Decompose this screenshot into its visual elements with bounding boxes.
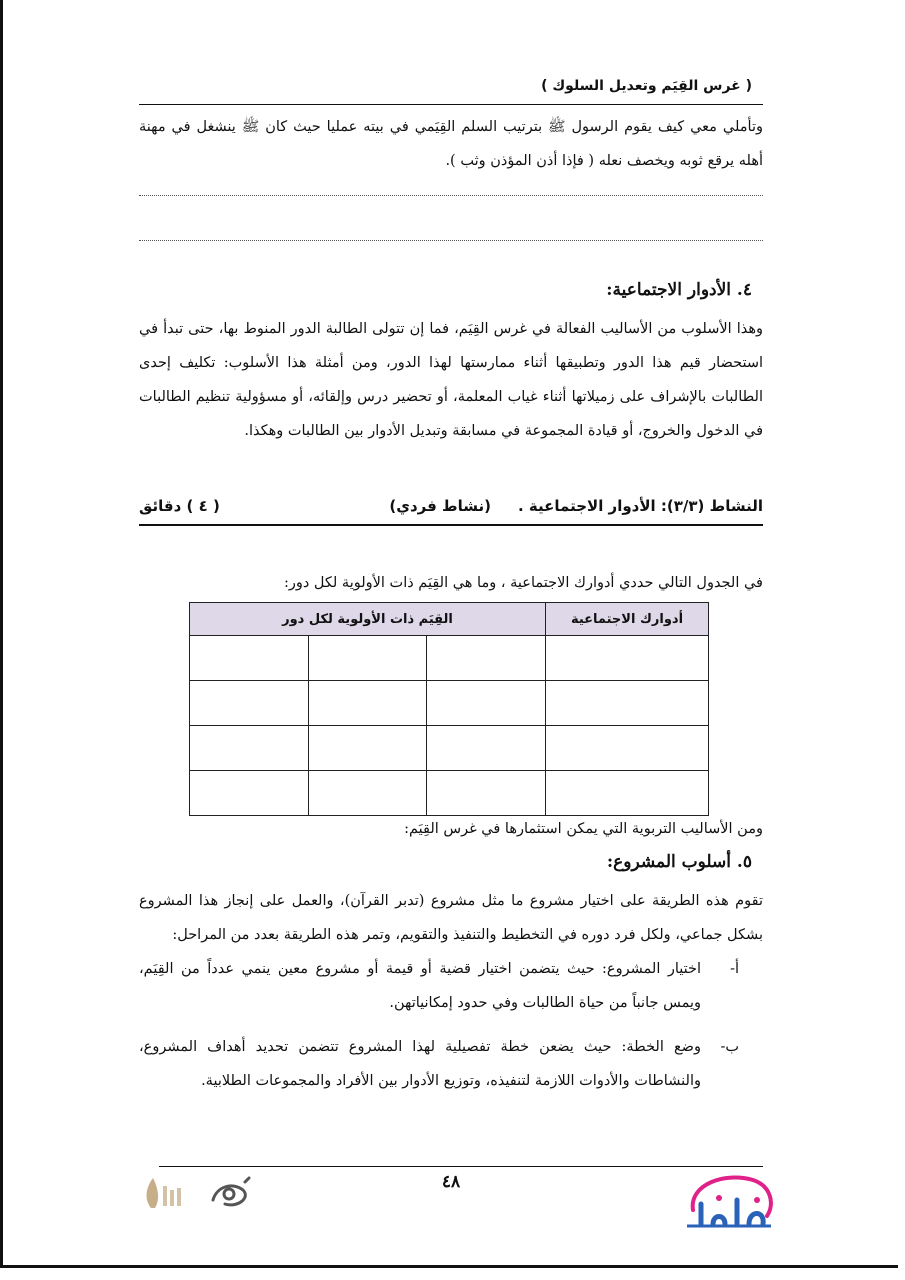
list-marker: أ- — [730, 961, 739, 977]
table-cell[interactable] — [427, 636, 546, 681]
footer-rule — [159, 1166, 763, 1167]
table-cell[interactable] — [308, 681, 427, 726]
table-row — [190, 726, 709, 771]
header-title: ( غرس القِيَم وتعديل السلوك ) — [541, 78, 752, 94]
publisher-logos — [133, 1168, 263, 1218]
table-cell[interactable] — [190, 636, 309, 681]
activity-type: (نشاط فردي) — [389, 497, 491, 515]
list-text: وضع الخطة: حيث يضعن خطة تفصيلية لهذا المشروع تتضمن تحديد أهداف المشروع، والنشاطات والأدوات اللازمة لتنفيذه، وتوزيع الأدوار بين الأفراد والمجموعات الطلابية. — [139, 1039, 701, 1089]
table-cell[interactable] — [427, 681, 546, 726]
answer-line-2 — [139, 240, 763, 241]
header-rule — [139, 104, 763, 105]
table-cell[interactable] — [190, 726, 309, 771]
section-5-body: تقوم هذه الطريقة على اختيار مشروع ما مثل مشروع (تدبر القرآن)، والعمل على إنجاز هذا المشروع بشكل جماعي، ولكل فرد دوره في التخطيط والتنفيذ والتقويم، وتمر هذه الطريقة بعدد من المراحل: — [139, 893, 763, 943]
table-row — [190, 636, 709, 681]
afkar-logo — [679, 1170, 779, 1240]
table-cell[interactable] — [546, 726, 709, 771]
answer-line-1 — [139, 195, 763, 196]
table-cell[interactable] — [308, 726, 427, 771]
section-4-title: ٤. الأدوار الاجتماعية: — [606, 280, 752, 300]
intro-paragraph: وتأملي معي كيف يقوم الرسول ﷺ بترتيب السلم القِيَمي في بيته عمليا حيث كان ﷺ ينشغل في مهنة أهله يرقع ثوبه ويخصف نعله ( فإذا أذن المؤذن وثب ). — [139, 119, 763, 169]
table-cell[interactable] — [427, 726, 546, 771]
list-item — [139, 952, 763, 1020]
transition-text: ومن الأساليب التربوية التي يمكن استثمارها في غرس القِيَم: — [404, 821, 763, 837]
activity-rule — [139, 524, 763, 526]
table-cell[interactable] — [546, 636, 709, 681]
emblem-logo — [147, 1178, 181, 1208]
list-marker: ب- — [720, 1039, 739, 1055]
table-header-row — [190, 603, 709, 636]
activity-header — [139, 497, 763, 523]
table-cell[interactable] — [546, 771, 709, 816]
header-roles: أدوارك الاجتماعية — [546, 603, 709, 636]
calligraphy-logo — [213, 1178, 249, 1205]
list-item — [139, 1030, 763, 1098]
list-text: اختيار المشروع: حيث يتضمن اختيار قضية أو قيمة أو مشروع معين ينمي عدداً من القِيَم، ويمس جانباً من حياة الطالبات وفي حدود إمكانياتهن. — [139, 961, 701, 1011]
table-cell[interactable] — [190, 681, 309, 726]
table-cell[interactable] — [308, 771, 427, 816]
table-cell[interactable] — [308, 636, 427, 681]
section-4-body: وهذا الأسلوب من الأساليب الفعالة في غرس القِيَم، فما إن تتولى الطالبة الدور المنوط بها، حتى تبدأ في استحضار قيم هذا الدور وتطبيقها أثناء ممارستها لهذا الدور، ومن أمثلة هذا الأسلوب: تكليف إحدى الطالبات بالإشراف على زميلاتها أثناء غياب المعلمة، أو تحضير درس وإلقائه، أو مسؤولية تنظيم الطالبات في الدخول والخروج، أو قيادة المجموعة في مسابقة وتبديل الأدوار بين الطالبات وهكذا. — [139, 321, 763, 439]
table-row — [190, 681, 709, 726]
section-5-title: ٥. أسلوب المشروع: — [606, 852, 752, 872]
roles-table — [189, 602, 709, 816]
table-cell[interactable] — [546, 681, 709, 726]
table-instruction: في الجدول التالي حددي أدوارك الاجتماعية ، وما هي القِيَم ذات الأولوية لكل دور: — [283, 575, 763, 591]
table-cell[interactable] — [190, 771, 309, 816]
table-row — [190, 771, 709, 816]
activity-label: النشاط (٣/٣): الأدوار الاجتماعية . — [518, 497, 763, 515]
table-cell[interactable] — [427, 771, 546, 816]
page-number: ٤٨ — [441, 1172, 461, 1192]
activity-duration: ( ٤ ) دقائق — [139, 497, 220, 515]
header-values: القِيَم ذات الأولوية لكل دور — [190, 603, 546, 636]
